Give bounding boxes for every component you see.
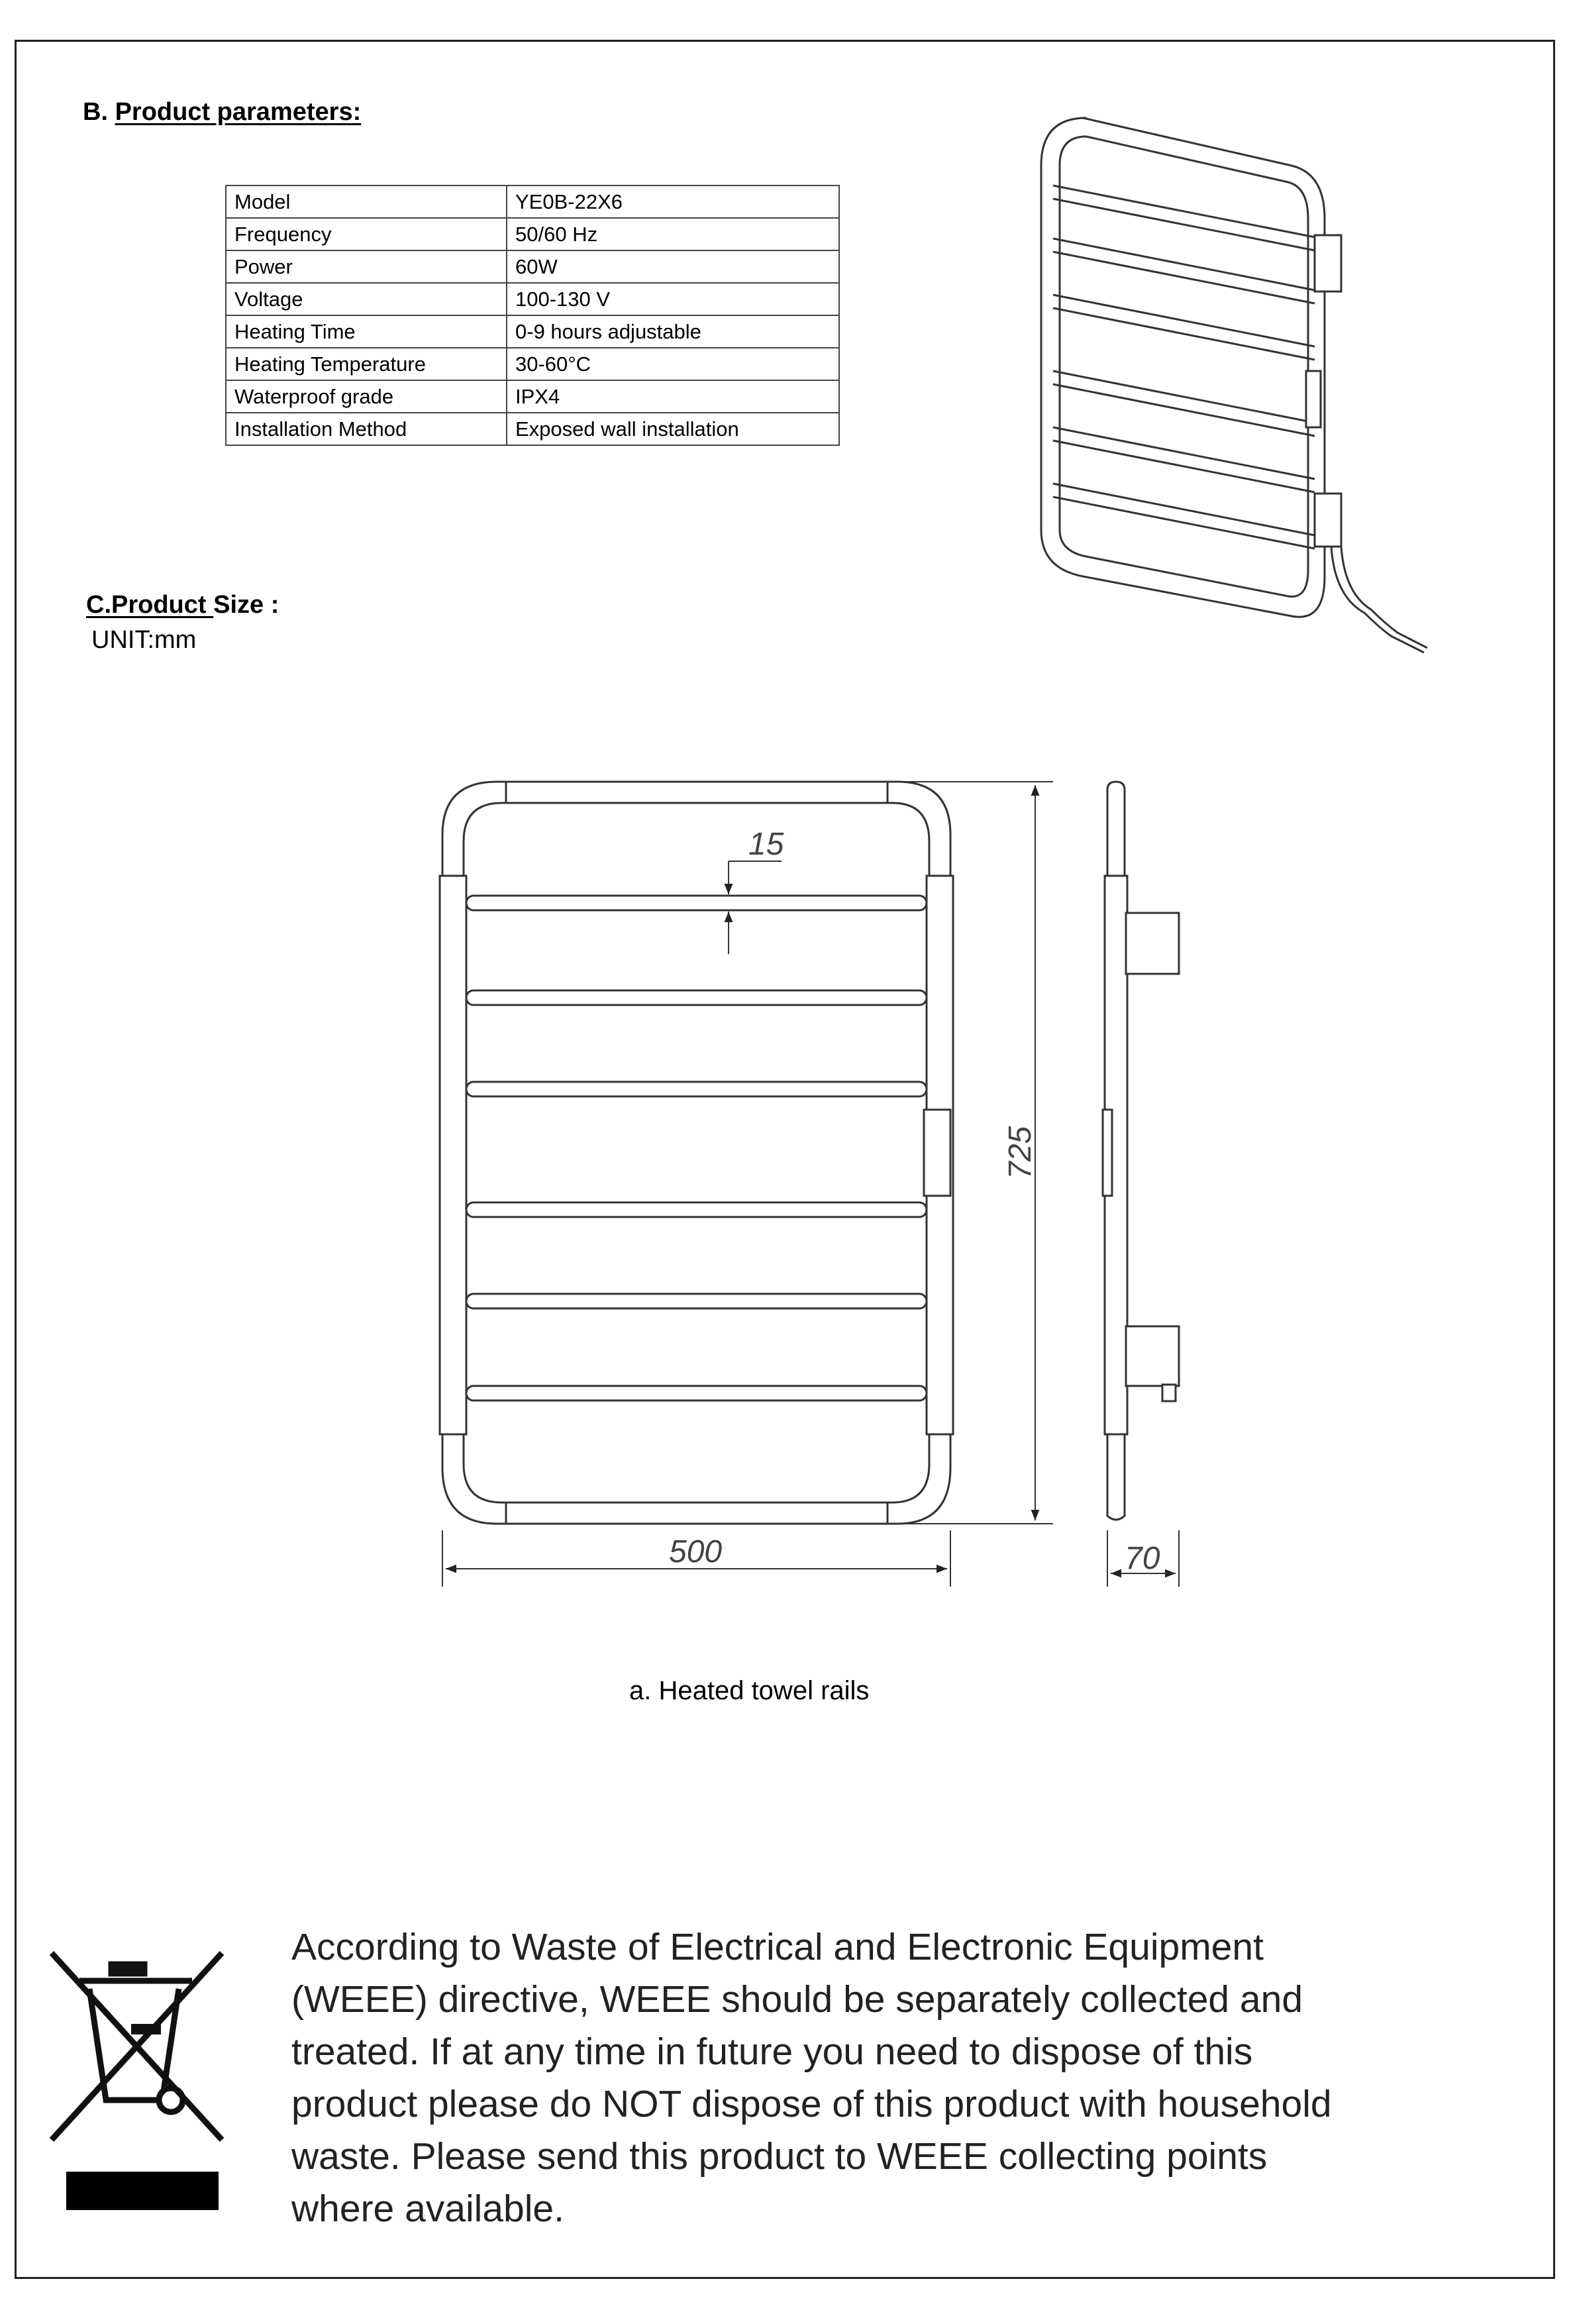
param-key: Heating Time [226,315,507,348]
weee-notice [291,1921,1537,2235]
param-key: Installation Method [226,413,507,445]
param-value: 100-130 V [507,283,839,315]
param-value: 50/60 Hz [507,218,839,250]
param-value: IPX4 [507,380,839,413]
weee-line: According to Waste of Electrical and Electronic Equipment [291,1926,1264,1968]
section-b-prefix: B. [83,98,115,126]
param-value: 30-60°C [507,348,839,380]
param-key: Power [226,250,507,283]
weee-line: treated. If at any time in future you need to dispose of this [291,2031,1253,2073]
weee-line: product please do NOT dispose of this product with household [291,2083,1332,2125]
weee-line: (WEEE) directive, WEEE should be separately collected and [291,1978,1303,2021]
isometric-rails [1053,185,1315,549]
weee-line: where available. [291,2188,564,2230]
front-view [440,782,953,1524]
dim-height: 725 [1003,1126,1038,1179]
dim-depth: 70 [1125,1541,1160,1576]
param-key: Model [226,185,507,218]
param-value: 60W [507,250,839,283]
param-value: 0-9 hours adjustable [507,315,839,348]
section-b-title: Product parameters: [115,98,362,126]
section-c-title-underlined: C.Product [86,591,214,619]
param-value: YE0B-22X6 [507,185,839,218]
dimension-lines [442,782,1179,1587]
isometric-view [1041,118,1427,653]
dim-rail-gap: 15 [748,827,784,862]
unit-label: UNIT:mm [91,626,197,654]
param-key: Frequency [226,218,507,250]
param-key: Heating Temperature [226,348,507,380]
front-rails [466,896,927,1400]
param-key: Voltage [226,283,507,315]
section-c-title-rest: Size : [213,591,279,619]
weee-crossed-bin-icon [40,1941,238,2233]
figure-caption: a. Heated towel rails [629,1676,870,1705]
side-view [1103,782,1179,1520]
weee-line: waste. Please send this product to WEEE collecting points [291,2135,1268,2178]
param-value: Exposed wall installation [507,413,839,445]
param-key: Waterproof grade [226,380,507,413]
dim-width: 500 [669,1534,723,1569]
